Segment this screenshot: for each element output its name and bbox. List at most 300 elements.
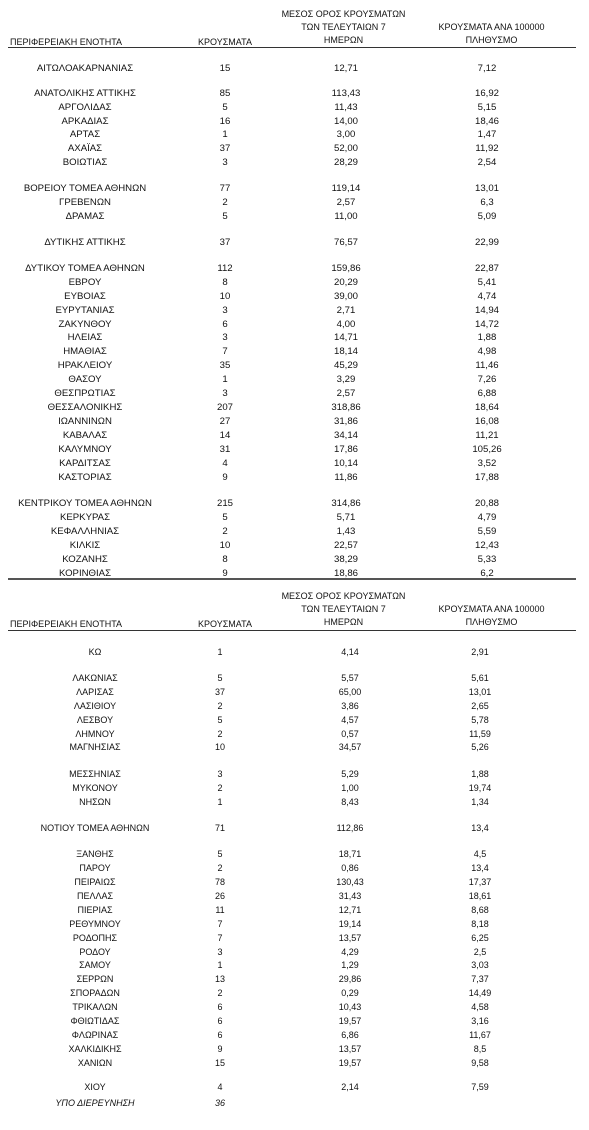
table-row <box>0 768 589 781</box>
cell-name: ΠΑΡΟΥ <box>79 863 111 873</box>
table-row <box>0 646 589 659</box>
cell-avg: 22,57 <box>333 540 358 551</box>
cell-avg: 39,00 <box>333 291 358 302</box>
cell-per100k: 3,16 <box>471 1016 489 1026</box>
cell-avg: 159,86 <box>331 263 361 274</box>
table-row <box>0 876 589 889</box>
cell-avg: 10,43 <box>338 1002 362 1012</box>
cell-avg: 0,29 <box>341 988 359 998</box>
cell-name: ΔΥΤΙΚΗΣ ΑΤΤΙΚΗΣ <box>44 237 126 248</box>
cell-cases: 35 <box>219 360 231 371</box>
table-row <box>0 932 589 945</box>
cell-name: ΡΕΘΥΜΝΟΥ <box>69 919 121 929</box>
cell-per100k: 5,09 <box>477 211 497 222</box>
cell-cases: 26 <box>214 891 225 901</box>
cell-per100k: 4,79 <box>477 512 497 523</box>
cell-avg: 3,29 <box>336 374 356 385</box>
cell-per100k: 5,59 <box>477 526 497 537</box>
cell-name: ΛΑΣΙΘΙΟΥ <box>73 701 117 711</box>
header-per100k-line1: ΚΡΟΥΣΜΑΤΑ ΑΝΑ 100000 <box>438 22 545 32</box>
table-row <box>0 904 589 917</box>
cell-avg: 3,86 <box>341 701 359 711</box>
cell-name: ΕΥΡΥΤΑΝΙΑΣ <box>55 305 115 316</box>
table-row <box>0 782 589 795</box>
section-divider <box>8 578 576 580</box>
cell-avg: 20,29 <box>333 277 358 288</box>
header-cases: ΚΡΟΥΣΜΑΤΑ <box>198 619 252 629</box>
table-row <box>0 918 589 931</box>
cell-avg: 12,71 <box>333 63 358 74</box>
cell-name: ΚΑΛΥΜΝΟΥ <box>58 444 112 455</box>
cell-cases: 27 <box>219 416 231 427</box>
cell-cases: 2 <box>217 701 223 711</box>
table-row <box>0 290 589 303</box>
cell-avg: 2,57 <box>336 388 356 399</box>
cell-avg: 19,57 <box>338 1016 362 1026</box>
cell-cases: 1 <box>222 374 228 385</box>
table-row <box>0 115 589 128</box>
cell-name: ΝΗΣΩΝ <box>79 797 111 807</box>
cell-cases: 8 <box>222 554 228 565</box>
cell-name: ΑΝΑΤΟΛΙΚΗΣ ΑΤΤΙΚΗΣ <box>34 88 136 99</box>
cell-avg: 2,14 <box>341 1082 359 1092</box>
cell-avg: 314,86 <box>331 498 361 509</box>
cell-cases: 1 <box>222 129 228 140</box>
cell-cases: 71 <box>214 823 225 833</box>
cell-per100k: 4,98 <box>477 346 497 357</box>
table-row <box>0 331 589 344</box>
cell-avg: 2,57 <box>336 197 356 208</box>
table-row <box>0 822 589 835</box>
cell-cases: 2 <box>222 197 228 208</box>
cell-name: ΛΑΡΙΣΑΣ <box>76 687 114 697</box>
cell-per100k: 1,88 <box>471 769 489 779</box>
header-avg-line2: ΤΩΝ ΤΕΛΕΥΤΑΙΩΝ 7 <box>301 604 386 614</box>
table-row <box>0 387 589 400</box>
table-row <box>0 672 589 685</box>
cell-name: ΜΑΓΝΗΣΙΑΣ <box>69 742 121 752</box>
cell-cases: 4 <box>222 458 228 469</box>
cell-cases: 16 <box>219 116 231 127</box>
cell-cases: 37 <box>219 143 231 154</box>
cell-avg: 18,14 <box>333 346 358 357</box>
cell-cases: 6 <box>217 1016 223 1026</box>
cell-cases: 7 <box>217 933 223 943</box>
cell-per100k: 22,87 <box>474 263 499 274</box>
cell-name: ΧΑΝΙΩΝ <box>77 1058 113 1068</box>
cell-per100k: 11,92 <box>475 143 499 154</box>
cell-name: ΠΕΛΛΑΣ <box>76 891 114 901</box>
cell-cases: 3 <box>222 332 228 343</box>
table-row <box>0 415 589 428</box>
header-avg-line3: ΗΜΕΡΩΝ <box>323 617 364 627</box>
cell-cases: 1 <box>217 960 223 970</box>
cell-name: ΧΑΛΚΙΔΙΚΗΣ <box>68 1044 122 1054</box>
cell-name: ΧΙΟΥ <box>84 1082 106 1092</box>
cell-per100k: 11,67 <box>469 1030 491 1040</box>
cell-name: ΘΕΣΠΡΩΤΙΑΣ <box>54 388 116 399</box>
table-row <box>0 728 589 741</box>
cell-cases: 4 <box>217 1082 223 1092</box>
table-row <box>0 87 589 100</box>
table-row <box>0 196 589 209</box>
cell-name: ΣΕΡΡΩΝ <box>76 974 114 984</box>
table-row <box>0 946 589 959</box>
cell-name: ΑΡΓΟΛΙΔΑΣ <box>58 102 112 113</box>
cell-cases: 5 <box>222 102 228 113</box>
cell-per100k: 7,59 <box>471 1082 489 1092</box>
table-row <box>0 128 589 141</box>
cell-avg: 34,14 <box>333 430 358 441</box>
table-row <box>0 553 589 566</box>
cell-name: ΑΡΚΑΔΙΑΣ <box>61 116 109 127</box>
cell-per100k: 13,4 <box>471 823 489 833</box>
cell-per100k: 11,21 <box>475 430 499 441</box>
table-row <box>0 848 589 861</box>
cell-cases: 3 <box>222 305 228 316</box>
cell-cases: 2 <box>217 729 223 739</box>
table-row <box>0 1097 589 1110</box>
cell-name: ΓΡΕΒΕΝΩΝ <box>59 197 111 208</box>
cell-name: ΚΑΡΔΙΤΣΑΣ <box>59 458 111 469</box>
cell-name: ΝΟΤΙΟΥ ΤΟΜΕΑ ΑΘΗΝΩΝ <box>40 823 150 833</box>
cell-avg: 19,57 <box>338 1058 362 1068</box>
cell-name: ΕΥΒΟΙΑΣ <box>64 291 106 302</box>
cell-avg: 1,00 <box>341 783 359 793</box>
cell-per100k: 8,18 <box>471 919 489 929</box>
cell-cases: 10 <box>219 540 231 551</box>
cell-name: ΣΑΜΟΥ <box>79 960 111 970</box>
cell-cases: 1 <box>217 797 223 807</box>
cell-avg: 52,00 <box>333 143 358 154</box>
cell-avg: 11,43 <box>334 102 358 113</box>
cell-name: ΚΩ <box>88 647 102 657</box>
cell-per100k: 11,59 <box>469 729 491 739</box>
cell-per100k: 5,26 <box>471 742 489 752</box>
cell-cases: 77 <box>219 183 231 194</box>
cell-per100k: 4,74 <box>477 291 497 302</box>
cell-avg: 2,71 <box>336 305 356 316</box>
table-row <box>0 700 589 713</box>
cell-avg: 0,86 <box>341 863 359 873</box>
cell-cases: 2 <box>217 783 223 793</box>
header-avg-line3: ΗΜΕΡΩΝ <box>323 35 364 45</box>
cell-per100k: 18,64 <box>474 402 499 413</box>
cell-cases: 6 <box>222 319 228 330</box>
cell-avg: 76,57 <box>333 237 358 248</box>
table-row <box>0 345 589 358</box>
table-row <box>0 686 589 699</box>
cell-name: ΞΑΝΘΗΣ <box>76 849 114 859</box>
header-underline <box>8 47 576 48</box>
cell-name: ΛΗΜΝΟΥ <box>75 729 115 739</box>
table-row <box>0 457 589 470</box>
table-row <box>0 443 589 456</box>
table-row <box>0 304 589 317</box>
cell-avg: 4,29 <box>341 947 359 957</box>
cell-cases: 10 <box>214 742 225 752</box>
cell-per100k: 2,54 <box>477 157 497 168</box>
cell-cases: 8 <box>222 277 228 288</box>
cell-avg: 12,71 <box>338 905 362 915</box>
cell-name: ΦΘΙΩΤΙΔΑΣ <box>70 1016 120 1026</box>
cell-per100k: 20,88 <box>474 498 499 509</box>
cell-cases: 1 <box>217 647 223 657</box>
cell-avg: 65,00 <box>338 687 362 697</box>
cell-avg: 17,86 <box>333 444 358 455</box>
cell-per100k: 1,88 <box>477 332 497 343</box>
cell-name: ΔΥΤΙΚΟΥ ΤΟΜΕΑ ΑΘΗΝΩΝ <box>25 263 145 274</box>
cell-name: ΑΡΤΑΣ <box>69 129 101 140</box>
cell-cases: 2 <box>222 526 228 537</box>
cell-avg: 5,29 <box>341 769 359 779</box>
cell-avg: 19,14 <box>338 919 362 929</box>
cell-per100k: 3,52 <box>477 458 497 469</box>
table-row <box>0 511 589 524</box>
cell-cases: 5 <box>217 715 223 725</box>
cell-per100k: 11,46 <box>475 360 499 371</box>
header-avg-line1: ΜΕΣΟΣ ΟΡΟΣ ΚΡΟΥΣΜΑΤΩΝ <box>281 591 406 601</box>
table-row <box>0 890 589 903</box>
cell-per100k: 5,33 <box>477 554 497 565</box>
cell-cases: 31 <box>219 444 231 455</box>
table-row <box>0 973 589 986</box>
cell-per100k: 1,47 <box>477 129 497 140</box>
cell-avg: 0,57 <box>341 729 359 739</box>
cell-per100k: 6,25 <box>471 933 489 943</box>
cell-avg: 13,57 <box>338 1044 362 1054</box>
cell-avg: 5,71 <box>336 512 356 523</box>
table-row <box>0 101 589 114</box>
cell-name: ΡΟΔΟΠΗΣ <box>72 933 118 943</box>
cell-cases: 7 <box>217 919 223 929</box>
cell-name: ΘΕΣΣΑΛΟΝΙΚΗΣ <box>47 402 123 413</box>
table-row <box>0 182 589 195</box>
table-row <box>0 497 589 510</box>
cell-cases: 7 <box>222 346 228 357</box>
cell-per100k: 7,26 <box>477 374 497 385</box>
cell-name: ΛΑΚΩΝΙΑΣ <box>72 673 118 683</box>
cell-name: ΘΑΣΟΥ <box>68 374 102 385</box>
header-underline <box>8 630 576 631</box>
cell-cases: 2 <box>217 863 223 873</box>
table-row <box>0 1029 589 1042</box>
cell-per100k: 17,88 <box>474 472 499 483</box>
cell-avg: 14,00 <box>333 116 358 127</box>
cell-avg: 31,43 <box>338 891 362 901</box>
cell-per100k: 5,41 <box>477 277 497 288</box>
cell-avg: 11,00 <box>334 211 358 222</box>
cell-avg: 10,14 <box>333 458 358 469</box>
cell-cases: 5 <box>222 211 228 222</box>
cell-cases: 9 <box>222 472 228 483</box>
cell-name: ΤΡΙΚΑΛΩΝ <box>72 1002 118 1012</box>
cell-name: ΚΕΡΚΥΡΑΣ <box>59 512 110 523</box>
cell-name: ΚΕΦΑΛΛΗΝΙΑΣ <box>50 526 120 537</box>
cell-per100k: 17,37 <box>468 877 492 887</box>
table-row <box>0 1043 589 1056</box>
cell-per100k: 3,03 <box>471 960 489 970</box>
cell-name: ΒΟΙΩΤΙΑΣ <box>62 157 108 168</box>
cell-per100k: 1,34 <box>471 797 489 807</box>
cell-per100k: 7,37 <box>471 974 489 984</box>
cell-per100k: 22,99 <box>474 237 499 248</box>
table-row <box>0 987 589 1000</box>
table-row <box>0 62 589 75</box>
table-row <box>0 1015 589 1028</box>
cell-avg: 1,29 <box>341 960 359 970</box>
cell-per100k: 14,49 <box>468 988 492 998</box>
table-row <box>0 796 589 809</box>
cell-cases: 15 <box>214 1058 225 1068</box>
cell-name: ΠΕΙΡΑΙΩΣ <box>74 877 116 887</box>
cell-avg: 18,86 <box>333 568 358 579</box>
cell-avg: 31,86 <box>333 416 358 427</box>
cell-cases: 10 <box>219 291 231 302</box>
header-per100k-line1: ΚΡΟΥΣΜΑΤΑ ΑΝΑ 100000 <box>438 604 545 614</box>
table-row <box>0 1001 589 1014</box>
cell-cases: 36 <box>214 1098 225 1108</box>
cell-avg: 3,00 <box>336 129 356 140</box>
cell-cases: 112 <box>217 263 233 274</box>
cell-cases: 37 <box>214 687 225 697</box>
cell-cases: 2 <box>217 988 223 998</box>
table-row <box>0 429 589 442</box>
header-avg-line1: ΜΕΣΟΣ ΟΡΟΣ ΚΡΟΥΣΜΑΤΩΝ <box>281 9 406 19</box>
cell-name: ΦΛΩΡΙΝΑΣ <box>71 1030 119 1040</box>
cell-avg: 45,29 <box>333 360 358 371</box>
cell-avg: 112,86 <box>336 823 364 833</box>
cell-cases: 5 <box>222 512 228 523</box>
cell-per100k: 13,4 <box>471 863 489 873</box>
cell-avg: 11,86 <box>334 472 358 483</box>
cell-per100k: 6,3 <box>480 197 494 208</box>
table-row <box>0 1057 589 1070</box>
cell-cases: 215 <box>216 498 233 509</box>
cell-name: ΑΧΑΪΑΣ <box>67 143 103 154</box>
header-cases: ΚΡΟΥΣΜΑΤΑ <box>198 37 252 47</box>
cell-cases: 15 <box>219 63 231 74</box>
cell-per100k: 5,78 <box>471 715 489 725</box>
table-row <box>0 525 589 538</box>
cell-name: ΕΒΡΟΥ <box>68 277 102 288</box>
cell-name: ΚΟΡΙΝΘΙΑΣ <box>58 568 112 579</box>
table-row <box>0 210 589 223</box>
cell-avg: 5,57 <box>341 673 359 683</box>
cell-name: ΗΡΑΚΛΕΙΟΥ <box>57 360 113 371</box>
cell-avg: 4,57 <box>341 715 359 725</box>
cell-name: ΚΑΣΤΟΡΙΑΣ <box>58 472 112 483</box>
table-row <box>0 262 589 275</box>
table-row <box>0 236 589 249</box>
cell-cases: 37 <box>219 237 231 248</box>
cell-avg: 6,86 <box>341 1030 359 1040</box>
cell-avg: 28,29 <box>333 157 358 168</box>
cell-avg: 119,14 <box>331 183 361 194</box>
cell-name: ΥΠΟ ΔΙΕΡΕΥΝΗΣΗ <box>55 1098 135 1108</box>
cell-cases: 14 <box>219 430 231 441</box>
cell-per100k: 7,12 <box>477 63 497 74</box>
cell-avg: 318,86 <box>331 402 361 413</box>
cell-cases: 85 <box>219 88 231 99</box>
cell-avg: 4,14 <box>341 647 359 657</box>
cell-per100k: 19,74 <box>468 783 492 793</box>
cell-per100k: 6,88 <box>477 388 497 399</box>
cell-avg: 8,43 <box>341 797 359 807</box>
cell-name: ΚΙΛΚΙΣ <box>69 540 101 551</box>
cell-name: ΛΕΣΒΟΥ <box>76 715 114 725</box>
cell-per100k: 14,72 <box>474 319 499 330</box>
cell-per100k: 5,61 <box>471 673 489 683</box>
cell-per100k: 5,15 <box>477 102 497 113</box>
cell-cases: 9 <box>222 568 228 579</box>
cell-per100k: 2,5 <box>473 947 487 957</box>
cell-name: ΒΟΡΕΙΟΥ ΤΟΜΕΑ ΑΘΗΝΩΝ <box>23 183 147 194</box>
cell-avg: 34,57 <box>338 742 362 752</box>
cell-name: ΙΩΑΝΝΙΝΩΝ <box>58 416 112 427</box>
cell-cases: 78 <box>214 877 225 887</box>
header-region: ΠΕΡΙΦΕΡΕΙΑΚΗ ΕΝΟΤΗΤΑ <box>10 619 123 629</box>
cell-avg: 4,00 <box>336 319 356 330</box>
cell-per100k: 9,58 <box>471 1058 489 1068</box>
cell-per100k: 12,43 <box>474 540 499 551</box>
cell-cases: 5 <box>217 849 223 859</box>
cell-name: ΣΠΟΡΑΔΩΝ <box>70 988 120 998</box>
cell-per100k: 105,26 <box>472 444 502 455</box>
table-row <box>0 714 589 727</box>
cell-avg: 1,43 <box>336 526 356 537</box>
cell-avg: 113,43 <box>331 88 361 99</box>
table-row <box>0 471 589 484</box>
cell-per100k: 13,01 <box>474 183 499 194</box>
table-row <box>0 373 589 386</box>
cell-cases: 9 <box>217 1044 223 1054</box>
cell-name: ΔΡΑΜΑΣ <box>65 211 105 222</box>
cell-per100k: 14,94 <box>474 305 499 316</box>
cell-name: ΠΙΕΡΙΑΣ <box>77 905 113 915</box>
table-row <box>0 959 589 972</box>
header-per100k-line2: ΠΛΗΘΥΣΜΟ <box>465 35 518 45</box>
table-row <box>0 862 589 875</box>
cell-name: ΗΜΑΘΙΑΣ <box>63 346 107 357</box>
table-row <box>0 156 589 169</box>
cell-name: ΑΙΤΩΛΟΑΚΑΡΝΑΝΙΑΣ <box>36 63 134 74</box>
header-region: ΠΕΡΙΦΕΡΕΙΑΚΗ ΕΝΟΤΗΤΑ <box>10 37 123 47</box>
cell-per100k: 2,65 <box>471 701 489 711</box>
table-row <box>0 359 589 372</box>
cell-cases: 6 <box>217 1002 223 1012</box>
cell-avg: 14,71 <box>333 332 358 343</box>
cell-avg: 38,29 <box>333 554 358 565</box>
cell-cases: 11 <box>215 905 225 915</box>
cell-cases: 13 <box>214 974 225 984</box>
cell-per100k: 8,5 <box>473 1044 487 1054</box>
cell-avg: 29,86 <box>338 974 362 984</box>
cell-per100k: 18,46 <box>474 116 499 127</box>
table-row <box>0 741 589 754</box>
cell-per100k: 16,08 <box>474 416 499 427</box>
cell-per100k: 6,2 <box>480 568 494 579</box>
cell-name: ΜΥΚΟΝΟΥ <box>72 783 118 793</box>
header-per100k-line2: ΠΛΗΘΥΣΜΟ <box>465 617 518 627</box>
cell-cases: 207 <box>216 402 233 413</box>
cell-cases: 6 <box>217 1030 223 1040</box>
header-avg-line2: ΤΩΝ ΤΕΛΕΥΤΑΙΩΝ 7 <box>301 22 386 32</box>
table-row <box>0 276 589 289</box>
cell-per100k: 18,61 <box>468 891 492 901</box>
cell-per100k: 8,68 <box>471 905 489 915</box>
table-row <box>0 401 589 414</box>
